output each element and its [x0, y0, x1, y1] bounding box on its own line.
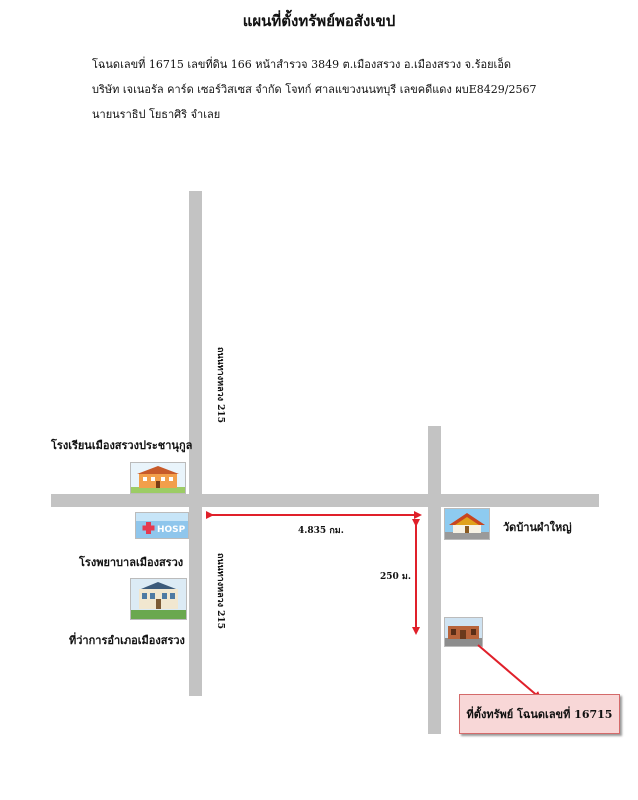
property-location-callout: ที่ตั้งทรัพย์ โฉนดเลขที่ 16715	[459, 694, 620, 734]
header-defendant-line: นายนราธิป โยธาศิริ จำเลย	[92, 108, 221, 121]
school-label: โรงเรียนเมืองสรวงประชานุกูล	[51, 439, 193, 452]
temple-label: วัดบ้านผำใหญ่	[503, 521, 572, 534]
district-office-label: ที่ว่าการอำเภอเมืองสรวง	[69, 634, 185, 647]
hospital-sign-text: HOSP	[157, 525, 186, 535]
horizontal-distance-label: 4.835 กม.	[298, 526, 344, 536]
callout-arrow	[478, 645, 540, 698]
header-deed-line: โฉนดเลขที่ 16715 เลขที่ดิน 166 หน้าสำรวจ 3849 ต.เมืองสรวง อ.เมืองสรวง จ.ร้อยเอ็ด	[92, 58, 512, 71]
road-label-lower: ถนนทางหลวง 215	[215, 553, 225, 629]
road-label-upper: ถนนทางหลวง 215	[215, 347, 225, 423]
vertical-distance-label: 250 ม.	[380, 572, 411, 582]
header-parties-line: บริษัท เจเนอรัล คาร์ด เซอร์วิสเซส จำกัด โจทก์ ศาลแขวงนนทบุรี เลขคดีแดง ผบE8429/2567	[92, 83, 537, 96]
hospital-label: โรงพยาบาลเมืองสรวง	[79, 556, 184, 569]
page-title: แผนที่ตั้งทรัพย์พอสังเขป	[242, 12, 396, 30]
